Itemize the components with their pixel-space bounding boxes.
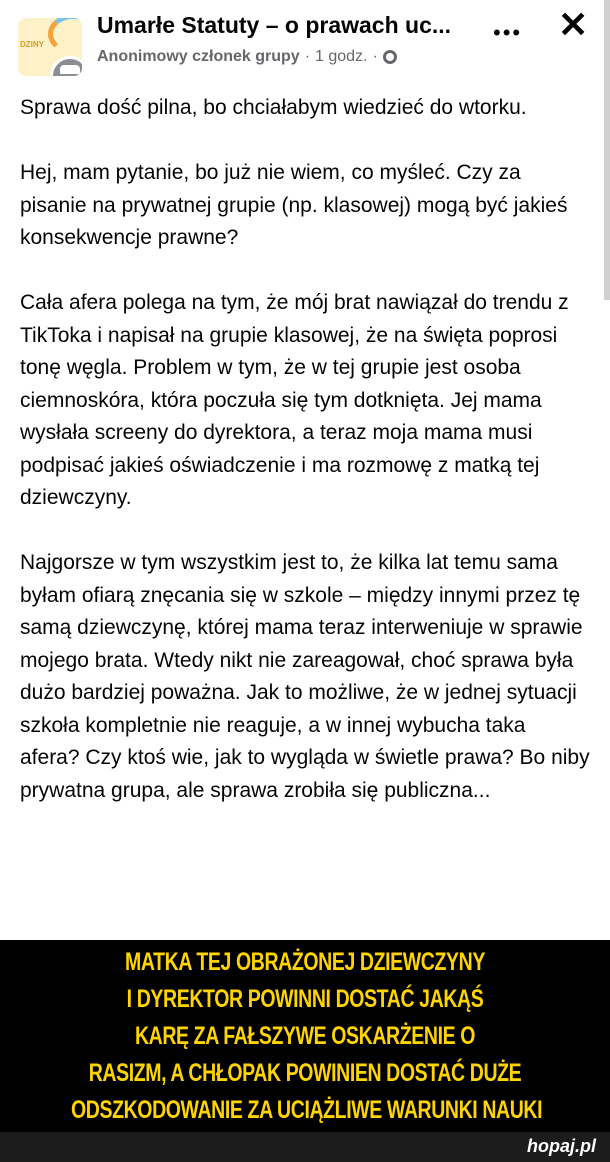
- group-avatar[interactable]: [18, 18, 82, 76]
- privacy-group-icon: [383, 50, 397, 64]
- anonymous-member-icon: [50, 56, 82, 76]
- close-button[interactable]: ✕: [558, 4, 589, 45]
- caption-line: I DYREKTOR POWINNI DOSTAĆ JAKĄŚ: [126, 984, 484, 1013]
- more-options-button[interactable]: •••: [493, 20, 523, 45]
- post-paragraph: Hej, mam pytanie, bo już nie wiem, co myśleć. Czy za pisanie na prywatnej grupie (np. klasowej) mogą być jakieś konsekwencje prawne?: [20, 161, 568, 249]
- meme-caption-box: [0, 940, 610, 1132]
- post-paragraph: Cała afera polega na tym, że mój brat nawiązał do trendu z TikToka i napisał na grupie klasowej, że na święta poprosi tonę węgla. Problem w tym, że w tej grupie jest osoba ciemnoskóra, która poczuła się tym dotknięta. Jej mama wysłała screeny do dyrektora, a teraz moja mama musi podpisać jakieś oświadczenie i ma rozmowę z matką tej dziewczyny.: [20, 291, 569, 509]
- rainbow-icon: [48, 18, 82, 54]
- avatar-text: DZINY: [20, 40, 44, 49]
- post-body: [20, 92, 590, 840]
- meta-separator: ·: [372, 48, 378, 65]
- caption-line: ODSZKODOWANIE ZA UCIĄŻLIWE WARUNKI NAUKI: [71, 1095, 543, 1124]
- post-paragraph: Najgorsze w tym wszystkim jest to, że kilka lat temu sama byłam ofiarą znęcania się w szkole – między innymi przez tę samą dziewczynę, której mama teraz interweniuje w sprawie mojego brata. Wtedy nikt nie zareagował, choć sprawa była dużo bardziej poważna. Jak to możliwe, że w jednej sytuacji szkoła kompletnie nie reaguje, a w innej wybucha taka afera? Czy ktoś wie, jak to wygląda w świetle prawa? Bo niby prywatna grupa, ale sprawa zrobiła się publiczna...: [20, 551, 590, 802]
- author-name: Anonimowy członek grupy: [97, 48, 300, 65]
- caption-line: MATKA TEJ OBRAŻONEJ DZIEWCZYNY: [125, 947, 485, 976]
- post-meta: [97, 48, 397, 66]
- caption-line: RASIZM, A CHŁOPAK POWINIEN DOSTAĆ DUŻE: [88, 1058, 522, 1087]
- brand-logo[interactable]: hopaj.pl: [527, 1136, 596, 1156]
- group-title[interactable]: Umarłe Statuty – o prawach uc...: [97, 12, 452, 38]
- post-header: [0, 0, 610, 84]
- meta-separator: ·: [304, 48, 311, 65]
- post-paragraph: Sprawa dość pilna, bo chciałabym wiedzieć do wtorku.: [20, 96, 527, 119]
- scroll-indicator: [604, 0, 610, 300]
- caption-line: KARĘ ZA FAŁSZYWE OSKARŻENIE O: [134, 1021, 476, 1050]
- post-time[interactable]: 1 godz.: [315, 48, 368, 65]
- footer-bar: [0, 1132, 610, 1162]
- meme-caption: [71, 944, 543, 1129]
